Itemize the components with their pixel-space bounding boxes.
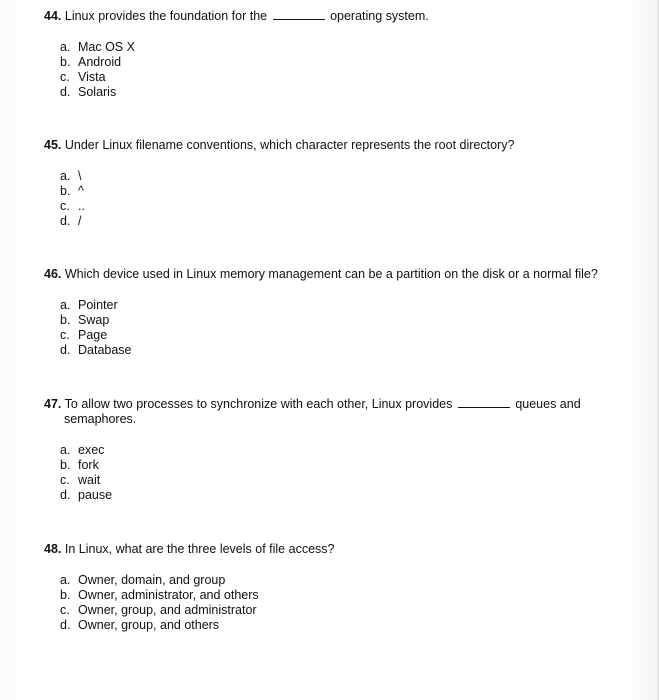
- question-46: [44, 267, 634, 358]
- fill-in-blank: [273, 9, 325, 20]
- option-d: d. pause: [60, 488, 113, 502]
- question-47: [44, 397, 634, 503]
- option-c: c. Owner, group, and administrator: [60, 603, 257, 617]
- option-a: a. \: [60, 169, 82, 183]
- question-number: 45.: [44, 138, 62, 152]
- question-text: [44, 397, 634, 412]
- question-text-after: operating system.: [330, 9, 429, 23]
- question-text: 45. Under Linux filename conventions, which character represents the root directory?: [44, 138, 515, 152]
- option-b: b. Android: [60, 55, 122, 69]
- options-list: [60, 298, 634, 358]
- option-c: c. Page: [60, 328, 108, 342]
- option-a: a. Mac OS X: [60, 40, 135, 54]
- options-list: [60, 443, 634, 503]
- option-d: d. Solaris: [60, 85, 117, 99]
- option-b: b. fork: [60, 458, 99, 472]
- question-45: [44, 138, 634, 229]
- question-44: [44, 9, 634, 100]
- option-d: d. Owner, group, and others: [60, 618, 220, 632]
- question-text-continued: semaphores.: [64, 412, 137, 426]
- option-c: c. wait: [60, 473, 101, 487]
- option-a: a. Owner, domain, and group: [60, 573, 226, 587]
- question-number: 46.: [44, 267, 62, 281]
- question-text: 46. Which device used in Linux memory management can be a partition on the disk or a normal file?: [44, 267, 598, 281]
- options-list: [60, 40, 634, 100]
- option-b: b. Swap: [60, 313, 110, 327]
- option-b: b. Owner, administrator, and others: [60, 588, 259, 602]
- option-c: c. Vista: [60, 70, 106, 84]
- option-a: a. Pointer: [60, 298, 118, 312]
- fill-in-blank: [458, 397, 510, 408]
- option-d: d. /: [60, 214, 82, 228]
- question-number: 48.: [44, 542, 62, 556]
- options-list: [60, 169, 634, 229]
- option-c: c. ..: [60, 199, 85, 213]
- option-a: a. exec: [60, 443, 105, 457]
- question-text-before: To allow two processes to synchronize with each other, Linux provides: [64, 397, 453, 411]
- option-b: b. ^: [60, 184, 84, 198]
- question-text: [44, 9, 634, 24]
- question-number: 47.: [44, 397, 62, 411]
- question-text-after: queues and: [515, 397, 581, 411]
- question-48: [44, 542, 634, 633]
- option-d: d. Database: [60, 343, 132, 357]
- question-text-before: Linux provides the foundation for the: [64, 9, 268, 23]
- question-number: 44.: [44, 9, 62, 23]
- options-list: [60, 573, 634, 633]
- question-text: 48. In Linux, what are the three levels of file access?: [44, 542, 335, 556]
